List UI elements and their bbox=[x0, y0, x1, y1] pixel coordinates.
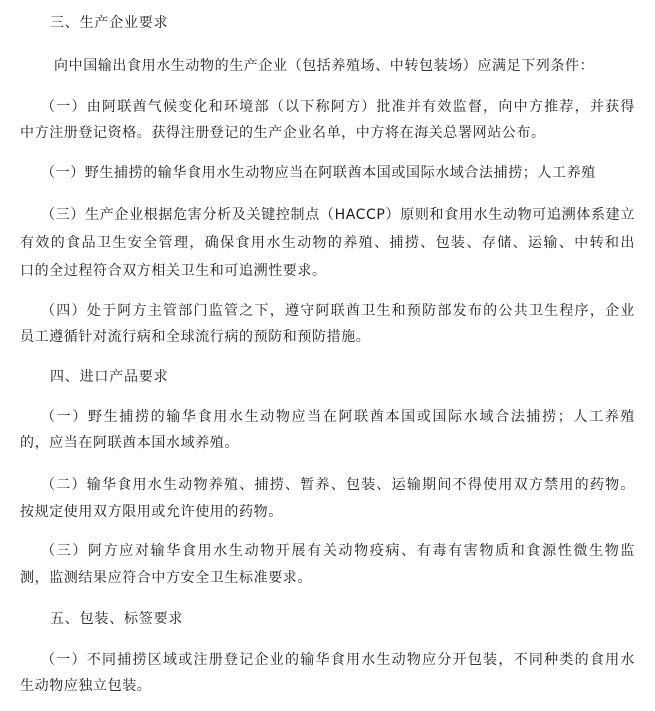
section-intro: 向中国输出食用水生动物的生产企业（包括养殖场、中转包装场）应满足下列条件： bbox=[54, 58, 595, 74]
paragraph-line: 的，应当在阿联酋本国水域养殖。 bbox=[20, 435, 239, 451]
paragraph-line: 按规定使用双方限用或允许使用的药物。 bbox=[20, 504, 283, 520]
paragraph-line: （四）处于阿方主管部门监管之下，遵守阿联酋卫生和预防部发布的公共卫生程序，企业 bbox=[41, 303, 635, 319]
paragraph-line: （一）野生捕捞的输华食用水生动物应当在阿联酋本国或国际水域合法捕捞；人工养殖 bbox=[41, 409, 635, 425]
paragraph-line: 员工遵循针对流行病和全球流行病的预防和预防措施。 bbox=[20, 329, 371, 345]
section-heading: 三、生产企业要求 bbox=[50, 15, 169, 31]
paragraph-line: 生动物应独立包装。 bbox=[20, 678, 152, 694]
section-heading: 五、包装、标签要求 bbox=[50, 611, 184, 627]
paragraph-line: （三）阿方应对输华食用水生动物开展有关动物疫病、有毒有害物质和食源性微生物监 bbox=[41, 543, 635, 559]
paragraph-line: 有效的食品卫生安全管理，确保食用水生动物的养殖、捕捞、包装、存储、运输、中转和出 bbox=[20, 235, 635, 251]
paragraph-line: 口的全过程符合双方相关卫生和可追溯性要求。 bbox=[20, 263, 327, 279]
paragraph-line: 中方注册登记资格。获得注册登记的生产企业名单，中方将在海关总署网站公布。 bbox=[20, 125, 546, 141]
paragraph-line: （一）由阿联酋气候变化和环境部（以下称阿方）批准并有效监督，向中方推荐，并获得 bbox=[41, 99, 635, 115]
paragraph-line: （一）不同捕捞区域或注册登记企业的输华食用水生动物应分开包装，不同种类的食用水 bbox=[41, 652, 635, 668]
paragraph-line: （二）输华食用水生动物养殖、捕捞、暂养、包装、运输期间不得使用双方禁用的药物。 bbox=[41, 477, 635, 493]
paragraph-line: （三）生产企业根据危害分析及关键控制点（HACCP）原则和食用水生动物可追溯体系建立 bbox=[41, 207, 635, 223]
section-heading: 四、进口产品要求 bbox=[50, 369, 169, 385]
paragraph-line: （一）野生捕捞的输华食用水生动物应当在阿联酋本国或国际水域合法捕捞；人工养殖 bbox=[41, 165, 596, 181]
paragraph-line: 测，监测结果应符合中方安全卫生标准要求。 bbox=[20, 570, 312, 586]
